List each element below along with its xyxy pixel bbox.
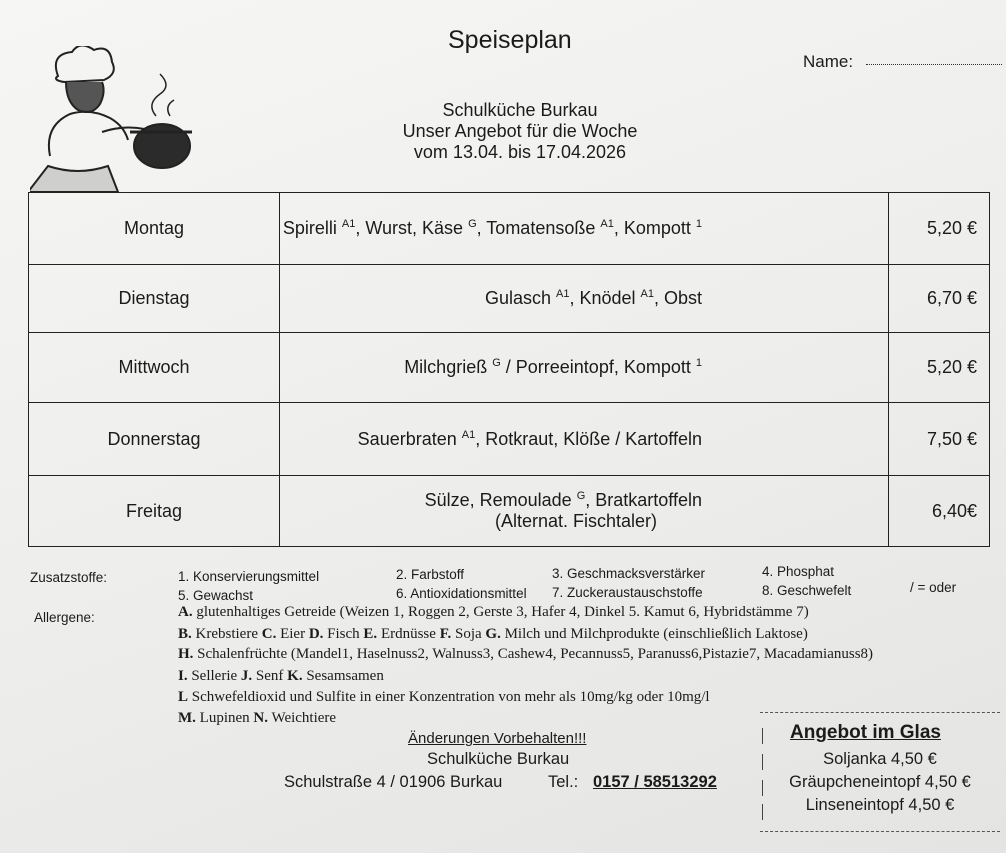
menu-dish: Milchgrieß $^G$ / Porreeintopf, Kompott $^1$ (280, 333, 889, 403)
divider (762, 754, 763, 770)
menu-price: 5,20 € (889, 193, 990, 265)
divider (762, 728, 763, 744)
zusatz-item: 7. Zuckeraustauschstoffe (552, 585, 703, 600)
menu-price: 7,50 € (889, 403, 990, 476)
zusatz-item: 2. Farbstoff (396, 567, 465, 582)
menu-day: Freitag (29, 476, 280, 547)
zusatz-item: 6. Antioxidationsmittel (396, 586, 527, 601)
glas-title: Angebot im Glas (790, 722, 941, 743)
glas-item: Linseneintopf 4,50 € (805, 796, 955, 814)
school-name: Schulküche Burkau (442, 100, 598, 120)
footer-school: Schulküche Burkau (427, 750, 570, 768)
menu-row (29, 403, 990, 476)
glas-item: Gräupcheneintopf 4,50 € (789, 773, 971, 791)
zusatz-item: 8. Geschwefelt (762, 583, 852, 598)
menu-day: Montag (29, 193, 280, 265)
tel-number[interactable]: 0157 / 58513292 (593, 773, 717, 791)
page-title: Speiseplan (448, 26, 572, 54)
glas-item: Soljanka 4,50 € (823, 750, 937, 768)
menu-price: 6,40€ (889, 476, 990, 547)
allergen-line: B. Krebstiere C. Eier D. Fisch E. Erdnüsse F. Soja G. Milch und Milchprodukte (einschließlich Laktose) (178, 626, 808, 642)
chef-illustration-icon (30, 46, 210, 196)
name-field[interactable] (866, 64, 1002, 65)
zusatzstoffe-label: Zusatzstoffe: (30, 570, 108, 585)
offer-line: Unser Angebot für die Woche (402, 121, 638, 141)
divider (762, 804, 763, 820)
allergen-line: L Schwefeldioxid und Sulfite in einer Konzentration von mehr als 10mg/kg oder 10mg/l (178, 689, 710, 705)
menu-dish: Sülze, Remoulade $^G$, Bratkartoffeln (Alternat. Fischtaler) (280, 476, 889, 547)
menu-day: Mittwoch (29, 333, 280, 403)
date-range: vom 13.04. bis 17.04.2026 (413, 142, 627, 162)
menu-dish-alternative: (Alternat. Fischtaler) (494, 511, 658, 531)
divider (762, 780, 763, 796)
zusatz-item: 5. Gewachst (178, 588, 254, 603)
zusatz-item: 1. Konservierungsmittel (178, 569, 320, 584)
tel-label: Tel.: (548, 773, 579, 791)
menu-dish: Sauerbraten $^{A1}$, Rotkraut, Klöße / Kartoffeln (280, 403, 889, 476)
menu-dish: Spirelli $^{A1}$, Wurst, Käse $^G$, Tomatensoße $^{A1}$, Kompott $^1$ (280, 193, 889, 265)
menu-price: 6,70 € (889, 265, 990, 333)
allergene-label: Allergene: (34, 610, 95, 625)
menu-dish: Gulasch $^{A1}$, Knödel $^{A1}$, Obst (280, 265, 889, 333)
menu-table (28, 192, 990, 547)
footer-address: Schulstraße 4 / 01906 Burkau (284, 773, 503, 791)
allergen-line: I. Sellerie J. Senf K. Sesamsamen (178, 668, 384, 684)
menu-price: 5,20 € (889, 333, 990, 403)
allergen-line: H. Schalenfrüchte (Mandel1, Haselnuss2, Walnuss3, Cashew4, Pecannuss5, Paranuss6,Pistazie7, Macadamianuss8) (178, 646, 874, 662)
zusatz-item: 3. Geschmacksverstärker (552, 566, 706, 581)
menu-day: Donnerstag (29, 403, 280, 476)
allergen-line: A. glutenhaltiges Getreide (Weizen 1, Roggen 2, Gerste 3, Hafer 4, Dinkel 5. Kamut 6, Hybridstämme 7) (178, 604, 809, 620)
menu-row (29, 265, 990, 333)
or-note: / = oder (910, 580, 957, 595)
allergen-line: M. Lupinen N. Weichtiere (178, 710, 337, 726)
school-heading (380, 100, 660, 163)
menu-day: Dienstag (29, 265, 280, 333)
menu-row (29, 193, 990, 265)
name-label: Name: (803, 52, 854, 71)
menu-row (29, 476, 990, 547)
menu-row (29, 333, 990, 403)
changes-note: Änderungen Vorbehalten!!! (408, 730, 587, 747)
zusatz-item: 4. Phosphat (762, 564, 835, 579)
